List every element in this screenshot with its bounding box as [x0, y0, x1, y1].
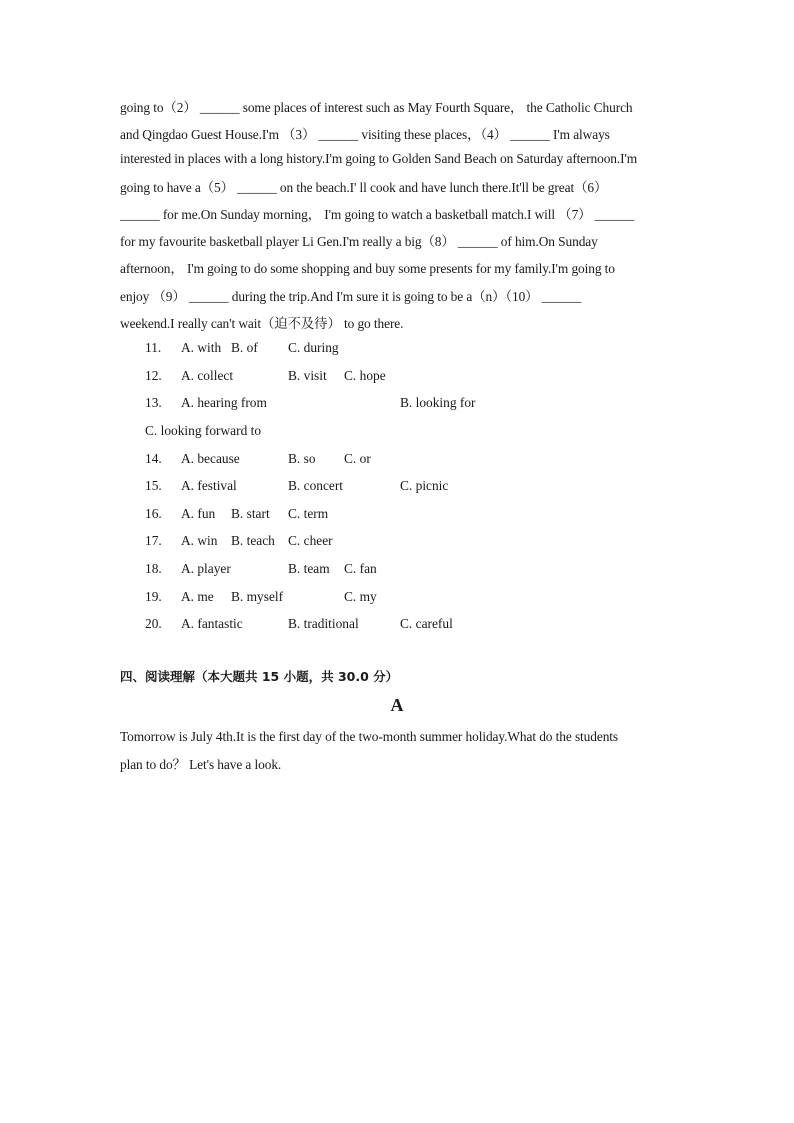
question-item [0, 368, 794, 388]
passage-line: ______ for me.On Sunday morning， I'm going to watch a basketball match.I will （7） ______ [120, 207, 635, 222]
option-b: B. team [288, 561, 330, 576]
option-a: A. fun [181, 506, 216, 521]
passage-line: afternoon， I'm going to do some shopping and buy some presents for my family.I'm going to [120, 261, 615, 276]
option-c: C. picnic [400, 478, 449, 493]
question-item [0, 478, 794, 498]
option-b: B. traditional [288, 616, 359, 631]
question-number: 11. [145, 340, 162, 355]
option-c: C. careful [400, 616, 453, 631]
option-a: A. because [181, 451, 240, 466]
question-item [0, 533, 794, 553]
question-number: 13. [145, 395, 162, 410]
option-b: B. start [231, 506, 270, 521]
option-b: B. visit [288, 368, 327, 383]
option-c: C. term [288, 506, 329, 521]
option-b: B. so [288, 451, 316, 466]
question-item-continued [0, 423, 794, 443]
passage-line: enjoy （9） ______ during the trip.And I'm sure it is going to be a（n）（10） ______ [120, 289, 582, 304]
option-b: B. looking for [400, 395, 476, 410]
question-item [0, 589, 794, 609]
option-c: C. fan [344, 561, 377, 576]
option-c: C. or [344, 451, 371, 466]
question-number: 15. [145, 478, 162, 493]
question-number: 19. [145, 589, 162, 604]
option-a: A. with [181, 340, 222, 355]
option-c: C. hope [344, 368, 386, 383]
question-item [0, 395, 794, 415]
passage-line: going to have a（5） ______ on the beach.I' ll cook and have lunch there.It'll be great（6） [120, 180, 608, 195]
option-a: A. player [181, 561, 231, 576]
passage-line: weekend.I really can't wait（迫不及待） to go there. [120, 316, 404, 331]
question-item [0, 561, 794, 581]
intro-line: Tomorrow is July 4th.It is the first day of the two-month summer holiday.What do the students [120, 729, 619, 744]
option-c: C. during [288, 340, 339, 355]
passage-line: interested in places with a long history.I'm going to Golden Sand Beach on Saturday afternoon.I'm [120, 151, 638, 166]
option-a: A. festival [181, 478, 237, 493]
section-title: 四、阅读理解（本大题共 15 小题，共 30.0 分） [120, 669, 399, 684]
intro-line: plan to do？ Let's have a look. [120, 757, 282, 772]
question-number: 12. [145, 368, 162, 383]
option-a: A. fantastic [181, 616, 243, 631]
passage-line: going to（2） ______ some places of interest such as May Fourth Square， the Catholic Church [120, 100, 633, 115]
option-b: B. teach [231, 533, 275, 548]
option-c: C. looking forward to [145, 423, 262, 438]
option-a: A. hearing from [181, 395, 267, 410]
option-a: A. me [181, 589, 214, 604]
option-b: B. myself [231, 589, 284, 604]
option-a: A. collect [181, 368, 234, 383]
option-b: B. of [231, 340, 258, 355]
passage-letter: A [390, 695, 404, 715]
question-number: 17. [145, 533, 162, 548]
question-item [0, 451, 794, 471]
option-c: C. my [344, 589, 377, 604]
question-item [0, 616, 794, 636]
question-number: 16. [145, 506, 162, 521]
question-number: 20. [145, 616, 162, 631]
question-item [0, 506, 794, 526]
question-number: 18. [145, 561, 162, 576]
passage-line: for my favourite basketball player Li Gen.I'm really a big（8） ______ of him.On Sunday [120, 234, 598, 249]
passage-line: and Qingdao Guest House.I'm （3） ______ visiting these places，（4） ______ I'm always [120, 127, 610, 142]
option-b: B. concert [288, 478, 344, 493]
question-item [0, 340, 794, 360]
question-number: 14. [145, 451, 162, 466]
option-c: C. cheer [288, 533, 333, 548]
option-a: A. win [181, 533, 218, 548]
